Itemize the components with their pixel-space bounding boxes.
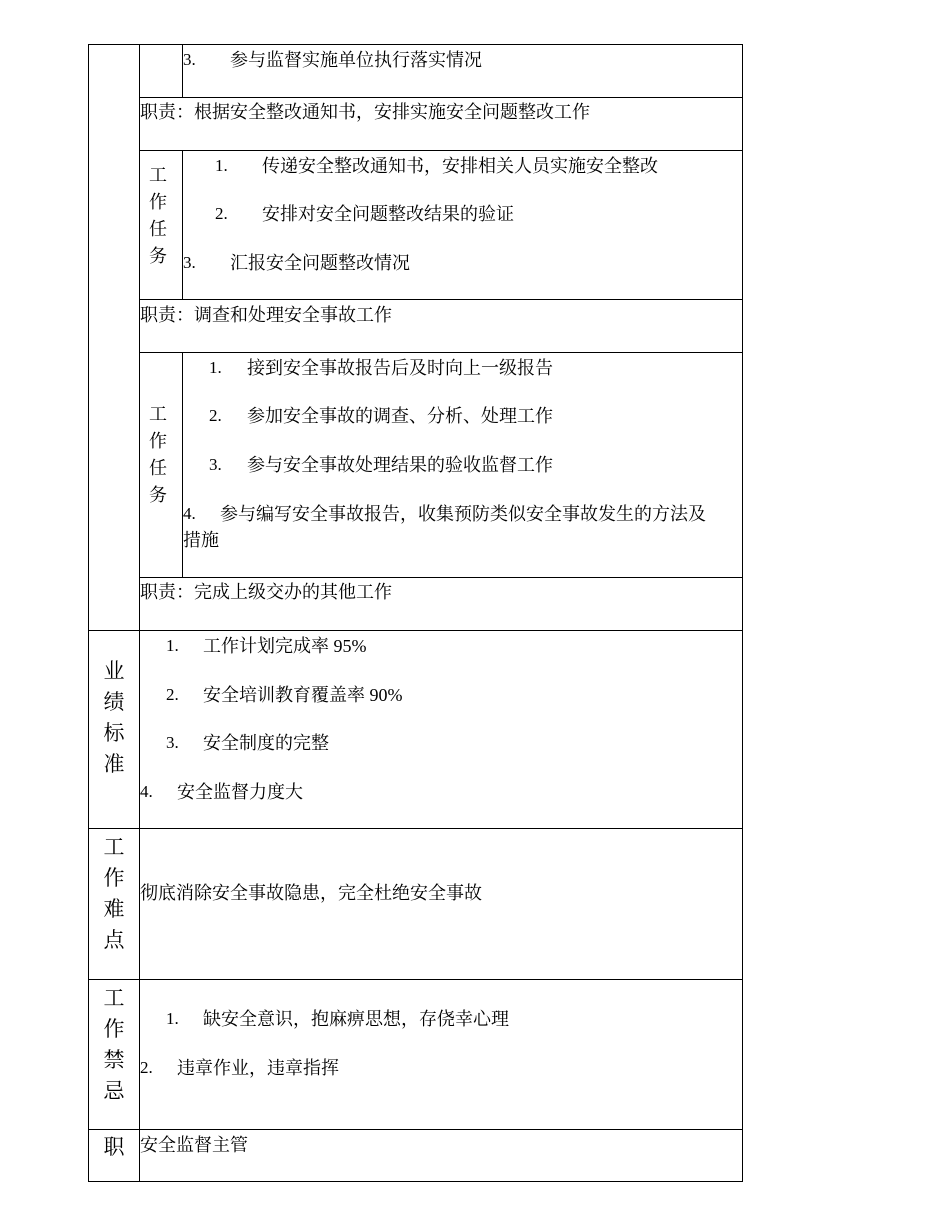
difficulty-text: 彻底消除安全事故隐患，完全杜绝安全事故 bbox=[140, 883, 482, 903]
list-item-number: 1. bbox=[215, 156, 228, 175]
item-number: 3. bbox=[183, 50, 196, 69]
row-label-position: 职 bbox=[103, 1135, 125, 1159]
list-item-number: 1. bbox=[166, 1009, 179, 1028]
list-item-number: 2. bbox=[140, 1058, 153, 1077]
list-item: 安全监督力度大 bbox=[177, 782, 303, 802]
duty-rectification: 职责：根据安全整改通知书，安排实施安全问题整改工作 bbox=[140, 102, 590, 122]
list-item: 工作计划完成率 95% bbox=[203, 636, 367, 656]
list-item: 参与安全事故处理结果的验收监督工作 bbox=[247, 455, 553, 475]
list-item: 安全制度的完整 bbox=[203, 733, 329, 753]
list-item-number: 2. bbox=[215, 204, 228, 223]
list-item: 安全培训教育覆盖率 90% bbox=[203, 685, 403, 705]
list-item-number: 1. bbox=[166, 636, 179, 655]
duty-other: 职责：完成上级交办的其他工作 bbox=[140, 582, 392, 602]
list-item: 汇报安全问题整改情况 bbox=[230, 253, 410, 273]
list-item: 违章作业，违章指挥 bbox=[177, 1058, 339, 1078]
list-item: 传递安全整改通知书，安排相关人员实施安全整改 bbox=[262, 156, 658, 176]
list-item-number: 3. bbox=[166, 733, 179, 752]
list-item-number: 2. bbox=[166, 685, 179, 704]
list-item: 接到安全事故报告后及时向上一级报告 bbox=[247, 358, 553, 378]
list-item: 参加安全事故的调查、分析、处理工作 bbox=[247, 406, 553, 426]
task-label-char: 任 bbox=[149, 219, 167, 239]
duty-accident: 职责：调查和处理安全事故工作 bbox=[140, 305, 392, 325]
item-text: 参与监督实施单位执行落实情况 bbox=[230, 50, 482, 70]
list-item-number: 3. bbox=[183, 253, 196, 272]
position-text: 安全监督主管 bbox=[140, 1135, 248, 1155]
list-item-number: 2. bbox=[209, 406, 222, 425]
list-item-continuation: 措施 bbox=[183, 530, 219, 550]
list-item-number: 4. bbox=[183, 504, 196, 523]
list-item-number: 3. bbox=[209, 455, 222, 474]
list-item: 安排对安全问题整改结果的验证 bbox=[262, 204, 514, 224]
list-item: 缺安全意识，抱麻痹思想，存侥幸心理 bbox=[203, 1009, 509, 1029]
list-item-number: 1. bbox=[209, 358, 222, 377]
list-item-number: 4. bbox=[140, 782, 153, 801]
list-item: 参与编写安全事故报告，收集预防类似安全事故发生的方法及 bbox=[220, 504, 706, 524]
